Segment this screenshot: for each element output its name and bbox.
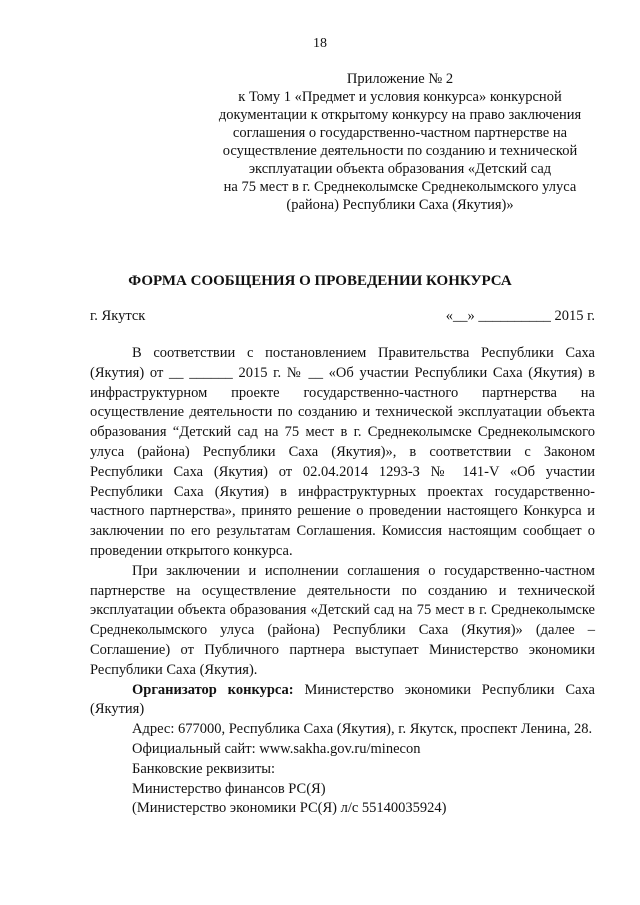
appendix-line: документации к открытому конкурсу на право заключения <box>218 107 582 123</box>
website-line: Официальный сайт: www.sakha.gov.ru/minecon <box>132 740 421 757</box>
form-title: ФОРМА СООБЩЕНИЯ О ПРОВЕДЕНИИ КОНКУРСА <box>128 273 512 289</box>
body-text <box>90 344 595 819</box>
bank-details-label: Банковские реквизиты: <box>132 760 276 777</box>
appendix-header <box>190 70 610 214</box>
appendix-line: к Тому 1 «Предмет и условия конкурса» конкурсной <box>238 89 562 105</box>
paragraph-organizer <box>90 681 595 721</box>
appendix-line: эксплуатации объекта образования «Детский сад <box>248 161 552 177</box>
city-label: г. Якутск <box>90 308 146 324</box>
appendix-line: осуществление деятельности по созданию и технической <box>222 143 578 159</box>
appendix-line: соглашения о государственно-частном партнерстве на <box>232 125 568 141</box>
paragraph-decree: В соответствии с постановлением Правительства Республики Саха (Якутия) от __ ______ 2015 г. № __ «Об участии Республики Саха (Якутия) в инфраструктурном проекте государственно-частного партнерства на осуществление деятельности по созданию и технической эксплуатации объекта образования “Детский сад на 75 мест в г. Среднеколымске Среднеколымского улуса (района) Республики Саха (Якутия)», в соответствии с Законом Республики Саха (Якутия) от 02.04.2014 1293-З № 141-V «Об участии Республики Саха (Якутия) в инфраструктурных проектах государственно-частного партнерства», принято решение о проведении настоящего Конкурса и заключении по его результатам Соглашения. Комиссия настоящим сообщает о проведении открытого конкурса. <box>90 345 595 559</box>
appendix-line: Приложение № 2 <box>346 71 454 87</box>
appendix-line: (района) Республики Саха (Якутия)» <box>286 197 514 213</box>
organizer-label: Организатор конкурса: <box>132 681 294 698</box>
date-field: «__» __________ 2015 г. <box>445 308 595 324</box>
bank-line-ministry-finance: Министерство финансов РС(Я) <box>132 780 326 797</box>
appendix-line: на 75 мест в г. Среднеколымске Среднеколымского улуса <box>223 179 577 195</box>
page-number: 18 <box>313 36 327 51</box>
bank-line-account: (Министерство экономики РС(Я) л/с 55140035924) <box>132 800 447 817</box>
paragraph-agreement: При заключении и исполнении соглашения о государственно-частном партнерстве на осуществление деятельности по созданию и технической эксплуатации объекта образования «Детский сад на 75 мест в г. Среднеколымске Среднеколымского улуса (района) Республики Саха (Якутия)» (далее – Соглашение) от Публичного партнера выступает Министерство экономики Республики Саха (Якутия). <box>90 562 595 678</box>
organizer-value: Министерство экономики Республики Саха (Якутия) <box>90 681 595 718</box>
paragraph-address: Адрес: 677000, Республика Саха (Якутия), г. Якутск, проспект Ленина, 28. <box>132 721 593 738</box>
